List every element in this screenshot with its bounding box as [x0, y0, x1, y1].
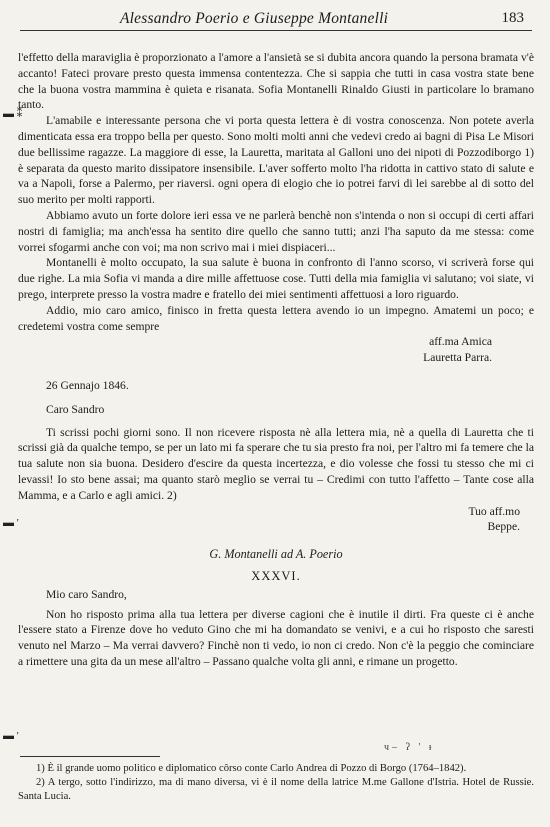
letter-number: XXXVI.	[251, 568, 301, 583]
salutation: Mio caro Sandro,	[46, 587, 127, 601]
section-heading: G. Montanelli ad A. Poerio	[209, 547, 343, 562]
page-header	[20, 8, 532, 31]
paragraph: Addio, mio caro amico, finisco in fretta questa lettera avendo io un impegno. Amatemi un poco; e credetemi vostra come sempre	[18, 303, 534, 333]
stray-marks: ч– ʔ ' ᵻ	[384, 742, 435, 753]
page-number: 183	[501, 10, 524, 26]
running-title: Alessandro Poerio e Giuseppe Montanelli	[120, 10, 389, 27]
signature-name: Beppe.	[487, 520, 520, 534]
salutation: Caro Sandro	[46, 402, 105, 416]
signature: Tuo aff.mo	[468, 504, 520, 518]
margin-mark: ▬ '	[3, 517, 19, 529]
paragraph: Abbiamo avuto un forte dolore ieri essa ve ne parlerà benchè non s'intenda o non si occupi di certi affari nostri di famiglia; ma anch'essa ha sentito dire quello che sanno tutti; anzi l'ha saputo da me stessa: come vorrei sfogarmi anche con voi; ma non scrivo mai i miei dispiaceri...	[18, 208, 534, 254]
letter-text	[18, 50, 534, 670]
margin-mark: ▬ '	[3, 730, 19, 742]
paragraph: Montanelli è molto occupato, la sua salute è buona in confronto di l'anno scorso, vi scriverà forse qui due righe. La mia Sofia vi manda a dire mille affettuose cose. Tutti della mia famiglia vi salutano; voi siate, vi prego, interprete presso la vostra madre e fratello dei miei sentimenti affettuosi a loro riguardo.	[18, 256, 534, 301]
margin-mark: ▬ ⁑	[3, 108, 23, 120]
paragraph: l'effetto della maraviglia è proporzionato a l'amore a l'ansietà se si dubita ancora quando la persona bramata v'è accanto! Fateci provare presto questa immensa contentezza. Che si sappia che tutti in casa vostra state bene che la buona vostra mammina è quieta e risanata. Sofia Montanelli Rinaldo Giusti in particolare lo bramano tanto.	[18, 51, 534, 112]
footnote-divider	[20, 756, 160, 757]
footnote: 1) È il grande uomo politico e diplomatico côrso conte Carlo Andrea di Pozzo di Borgo (1764–1842).	[36, 763, 467, 774]
footnotes	[18, 762, 534, 804]
paragraph: Non ho risposto prima alla tua lettera per diverse cagioni che è inutile il dirti. Fra queste ci è anche l'essere stato a Firenze dove ho veduto Gino che mi ha domandato se venivi, e a cui ho risposto che saresti venuto nel Marzo – Ma verrai davvero? Finchè non ti vedo, io non ci credo. Non c'è la peggio che cominciare a rimettere una gita da un mese all'altro – Passano qualche volta gli anni, e rimane un progetto.	[18, 607, 534, 668]
paragraph: Ti scrissi pochi giorni sono. Il non ricevere risposta nè alla lettera mia, nè a quella di Lauretta che ti scrissi già da qualche tempo, se per un lato mi fa sperare che tu sia presto fra noi, per l'altro mi fa temere che la tua salute non sia buona. Desidero d'escire da questa incertezza, e dio volesse che fossi tu stesso che mi ci levassi! Io sto bene assai; ma quanto starò meglio se verrai tu – Credimi con tutto l'affetto – Tante cose alla Mamma, e a Carlo e agli amici. 2)	[18, 425, 534, 502]
signature: aff.ma Amica	[429, 335, 492, 349]
letter-date: 26 Gennajo 1846.	[46, 378, 129, 392]
footnote: 2) A tergo, sotto l'indirizzo, ma di mano diversa, vi è il nome della latrice M.me Gallone d'Istria. Hotel de Russie. Santa Lucia.	[18, 777, 534, 802]
paragraph: L'amabile e interessante persona che vi porta questa lettera è di vostra conoscenza. Non potete averla dimenticata essa era troppo bella per questo. Sono molti molti anni che vedevi credo ai bagni di Pisa Le Misori due bellissime ragazze. La maggiore di esse, la Lauretta, maritata al Galloni uno dei nipoti di Pozzodiborgo 1) è separata da questo marito dissipatore insensibile. L'aver sofferto molto l'ha ridotta in cattivo stato di salute e va a Napoli, forse a Palermo, per riaversi. ogni opera di elogio che io potrei farvi di lei sarebbe al di sotto del suo merito per molti rapporti.	[18, 114, 534, 207]
signature-name: Lauretta Parra.	[423, 351, 492, 365]
